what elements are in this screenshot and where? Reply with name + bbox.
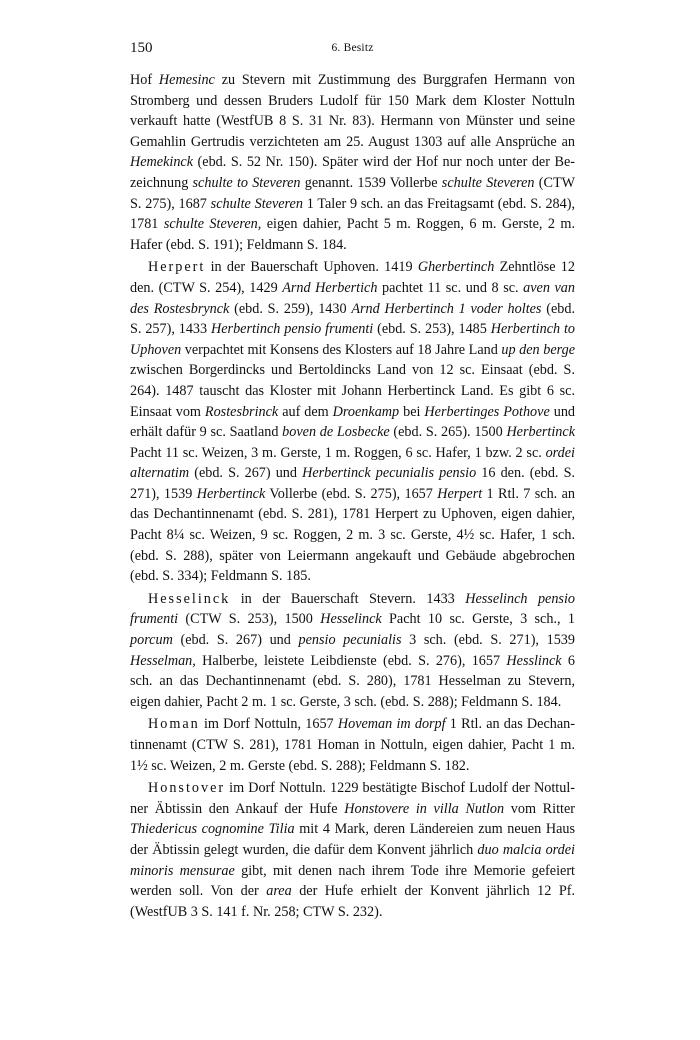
paragraph (130, 70, 575, 255)
body-text (130, 70, 575, 922)
text-run: zwischen Borgerdincks und Bertoldincks Land von 12 sc. Einsaat (ebd. S. 264). 1487 tauscht das Kloster mit Johann Herbertinck Land. Es gibt 6 sc. Einsaat vom (130, 362, 575, 420)
text-run: 1 Rtl. an das Dechantinnenamt (CTW S. 281), 1781 Homan in Nottuln, eigen dahier, Pacht 1 m. 1½ sc. Weizen, 2 m. Gerste (ebd. S. 288); Feldmann S. 182. (130, 716, 575, 774)
italic-term: schulte to Steveren (192, 174, 301, 191)
text-run: (CTW S. 275), 1687 (130, 174, 575, 212)
text-run: mit 4 Mark, deren Ländereien zum neuen Haus der Äbtissin gelegt wurden, die dafür dem Konvent jährlich (130, 821, 576, 858)
paragraph (130, 589, 575, 713)
text-run: Hof (130, 72, 159, 88)
text-run: in der Bauerschaft Stevern. 1433 (230, 590, 466, 607)
italic-term: Rostesbrinck (204, 403, 279, 420)
paragraph (130, 778, 575, 922)
page-number: 150 (130, 40, 153, 56)
text-run: (ebd. S. 267) und (189, 465, 303, 482)
text-run: Pacht 11 sc. Weizen, 3 m. Gerste, 1 m. Roggen, 6 sc. Hafer, 1 bzw. 2 sc. (130, 444, 546, 461)
italic-term: area (266, 883, 292, 900)
text-run: im Dorf Nottuln, 1657 (199, 716, 338, 733)
italic-term: aven van des Rostesbrynck (130, 279, 575, 317)
entry-headword: Honstover (148, 780, 226, 797)
text-run: Halberbe, leistete Leibdienste (ebd. S. 276), 1657 (195, 652, 507, 669)
text-run: im Dorf Nottuln. 1229 bestätigte Bischof Ludolf der Nottulner Äbtissin den Ankauf der Hufe (130, 780, 575, 817)
italic-term: Hesselinch pensio frumenti (130, 590, 575, 628)
text-run: auf dem (278, 403, 333, 420)
text-run: (ebd. S. 52 Nr. 150). Später wird der Hof nur noch unter der Bezeichnung (130, 154, 575, 191)
text-run: (CTW S. 253), 1500 (178, 611, 321, 628)
text-run: der Hufe erhielt der Konvent jährlich 12 Pf. (WestfUB 3 S. 141 f. Nr. 258; CTW S. 232). (130, 883, 575, 920)
text-run: Zehntlöse 12 den. (CTW S. 254), 1429 (130, 259, 575, 296)
italic-term: Honstovere in villa Nutlon (344, 800, 505, 817)
italic-term: Gherbertinch (417, 259, 495, 276)
italic-term: Hesselman, (130, 652, 196, 669)
text-run: bei (399, 403, 425, 420)
page-header (130, 40, 575, 62)
italic-term: Hoveman im dorpf (337, 716, 446, 733)
text-run: 16 den. (ebd. S. 271), 1539 (130, 465, 576, 502)
text-run: 6 sch. an das Dechantinnenamt (ebd. S. 280), 1781 Hesselman zu Stevern, eigen dahier, Pacht 2 m. 1 sc. Gerste, 3 sch. (ebd. S. 288); Feldmann S. 184. (130, 652, 575, 710)
text-run: (ebd. S. 259), 1430 (229, 300, 352, 317)
italic-term: schulte Steveren, (163, 216, 262, 233)
text-run: in der Bauerschaft Uphoven. 1419 (205, 259, 418, 276)
italic-term: pensio pecunialis (298, 632, 402, 649)
italic-term: Hemesinc (158, 72, 215, 88)
italic-term: Droenkamp (332, 403, 400, 420)
entry-headword: Hesselinck (148, 590, 231, 607)
entry-headword: Homan (148, 716, 200, 733)
text-run: eigen dahier, Pacht 5 m. Roggen, 6 m. Gerste, 2 m. Hafer (ebd. S. 191); Feldmann S. 184. (130, 216, 575, 253)
italic-term: ordei alternatim (130, 444, 575, 482)
italic-term: porcum (130, 632, 173, 649)
text-run: 1 Taler 9 sch. an das Freitagsamt (ebd. S. 284), 1781 (130, 195, 575, 233)
text-run: Vollerbe (ebd. S. 275), 1657 (265, 485, 438, 502)
italic-term: schulte Steveren (441, 174, 535, 191)
text-run: verpachtet mit Konsens des Klosters auf 18 Jahre Land (181, 341, 502, 358)
italic-term: Hesselinck (320, 611, 382, 628)
italic-term: Arnd Herbertich (282, 279, 378, 296)
entry-headword: Herpert (148, 259, 206, 276)
text-run: Pacht 10 sc. Gerste, 3 sch., 1 (381, 611, 575, 628)
italic-term: Herbertinck (506, 424, 575, 441)
text-run: (ebd. S. 257), 1433 (130, 300, 575, 338)
paragraph (130, 714, 575, 776)
text-run: 3 sch. (ebd. S. 271), 1539 (401, 632, 575, 649)
italic-term: Herbertinch pensio frumenti (211, 321, 374, 338)
italic-term: Thiedericus cognomine Tilia (130, 821, 295, 838)
italic-term: Hemekinck (130, 154, 194, 171)
italic-term: Herbertinck (196, 485, 266, 502)
text-run: vom Ritter (504, 800, 575, 817)
italic-term: boven de Losbecke (282, 424, 390, 441)
italic-term: Herbertinges Pothove (424, 403, 550, 420)
italic-term: Hesslinck (506, 652, 562, 669)
italic-term: schulte Steveren (210, 195, 303, 212)
running-head: 6. Besitz (331, 42, 374, 54)
text-run: 1 Rtl. 7 sch. an das Dechantinnenamt (ebd. S. 281), 1781 Herpert zu Uphoven, eigen dahier, Pacht 8¼ sc. Weizen, 9 sc. Roggen, 2 m. 3 sc. Gerste, 4½ sc. Hafer, 1 sch. (ebd. S. 288), später von Leiermann angekauft und Gebäude abgebrochen (ebd. S. 334); Feldmann S. 185. (130, 485, 575, 585)
text-run: pachtet 11 sc. und 8 sc. (377, 279, 524, 296)
text-run: und erhält dafür 9 sc. Saatland (130, 403, 575, 441)
italic-term: Herbertinch to Uphoven (130, 321, 575, 358)
text-run: gibt, mit denen nach ihrem Tode ihre Memorie gefeiert werden soll. Von der (130, 862, 575, 900)
text-run: zu Stevern mit Zustimmung des Burggrafen Hermann von Stromberg und dessen Bruders Ludolf für 150 Mark dem Kloster Nottuln verkauft hatte (WestfUB 8 S. 31 Nr. 83). Hermann von Münster und seine Gemahlin Gertrudis verzichteten am 25. August 1303 auf alle Ansprüche an (130, 72, 575, 150)
text-run: (ebd. S. 253), 1485 (373, 321, 491, 338)
text-run: (ebd. S. 265). 1500 (389, 424, 507, 441)
paragraph (130, 257, 575, 587)
italic-term: Arnd Herbertinch 1 voder holtes (351, 300, 542, 317)
text-run: (ebd. S. 267) und (172, 632, 299, 649)
italic-term: duo malcia ordei minoris mensurae (130, 841, 575, 879)
italic-term: Herbertinck pecunialis pensio (302, 465, 477, 482)
text-run: genannt. 1539 Vollerbe (300, 174, 442, 191)
book-page (130, 40, 575, 924)
italic-term: up den berge (501, 341, 576, 358)
italic-term: Herpert (437, 485, 483, 502)
